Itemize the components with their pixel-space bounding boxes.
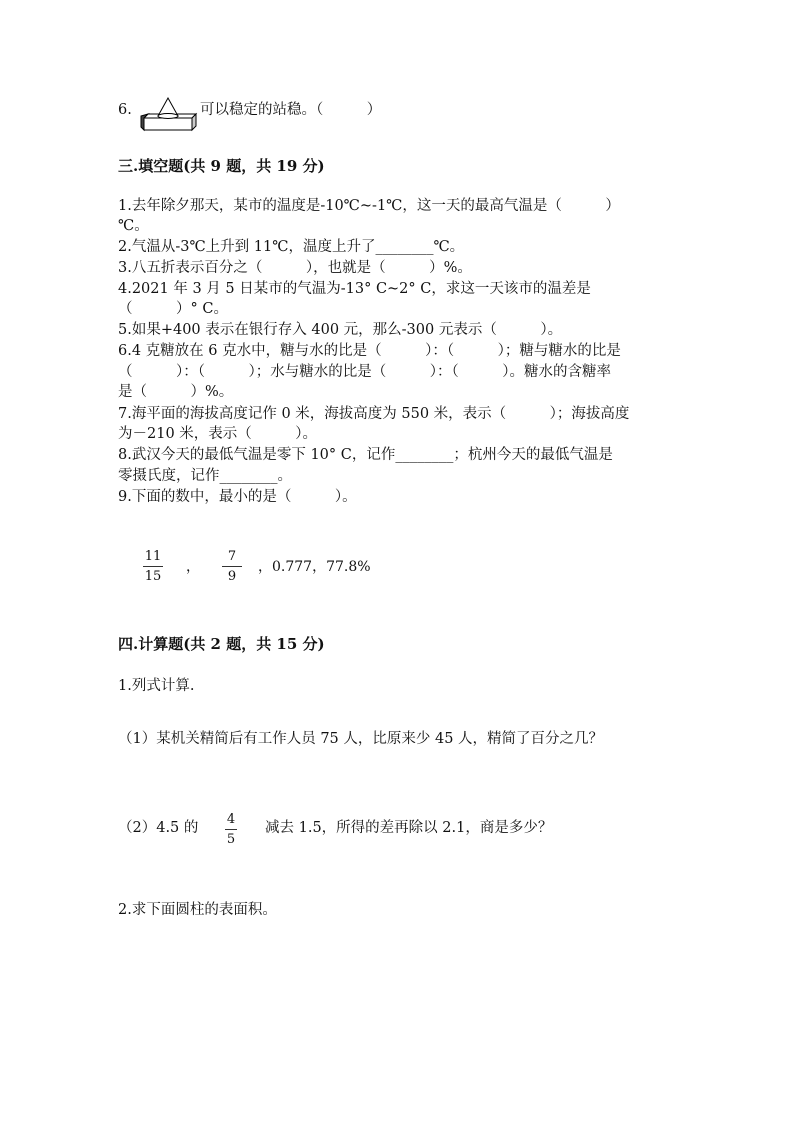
s3-line-10: 是（ ）%。 [118, 384, 234, 400]
s4-q1b-suffix: 减去 1.5，所得的差再除以 2.1，商是多少？ [265, 820, 553, 836]
s3-line-5: 4.2021 年 3 月 5 日某市的气温为-13° C~2° C，求这一天该市的温差是 [118, 281, 591, 297]
cone-on-box-figure [140, 96, 198, 134]
fraction-11-15 [143, 549, 163, 584]
fraction-denominator: 9 [227, 569, 237, 584]
s3-line-6: （ ）° C。 [118, 301, 228, 317]
s3-line-2: ℃。 [118, 218, 149, 234]
options-rest: ，0.777，77.8% [258, 559, 371, 575]
s3-line-4: 3.八五折表示百分之（ ），也就是（ ）%。 [118, 260, 472, 276]
s3-line-13: 8.武汉今天的最低气温是零下 10° C，记作________；杭州今天的最低气温是 [118, 447, 613, 463]
fraction-bar [143, 566, 163, 567]
s3-line-3: 2.气温从-3℃上升到 11℃，温度上升了________℃。 [118, 239, 465, 255]
fraction-denominator: 5 [226, 832, 236, 847]
s3-line-8: 6.4 克糖放在 6 克水中，糖与水的比是（ ）：（ ）；糖与糖水的比是 [118, 343, 621, 359]
s3-line-1: 1.去年除夕那天，某市的温度是-10℃~-1℃，这一天的最高气温是（ ） [118, 198, 620, 214]
s4-q2: 2.求下面圆柱的表面积。 [118, 902, 277, 918]
s3-line-12: 为－210 米，表示（ ）。 [118, 426, 318, 442]
s4-q1b-prefix: （2）4.5 的 [118, 820, 199, 836]
s4-q1: 1.列式计算. [118, 678, 195, 694]
fraction-bar [225, 829, 237, 830]
s3-line-9: （ ）：（ ）；水与糖水的比是（ ）：（ ）。糖水的含糖率 [118, 364, 611, 380]
question-6-number: 6. [118, 102, 132, 118]
s3-line-14: 零摄氏度，记作________。 [118, 468, 292, 484]
question-6-text: 可以稳定的站稳。（ ） [200, 102, 382, 118]
section-4-title: 四.计算题(共 2 题，共 15 分) [118, 635, 325, 653]
fraction-bar [222, 566, 242, 567]
s3-line-11: 7.海平面的海拔高度记作 0 米，海拔高度为 550 米，表示（ ）；海拔高度 [118, 406, 630, 422]
fraction-denominator: 15 [144, 569, 162, 584]
fraction-numerator: 4 [226, 812, 236, 827]
fraction-numerator: 11 [144, 549, 162, 564]
s3-line-7: 5.如果+400 表示在银行存入 400 元，那么-300 元表示（ ）。 [118, 322, 563, 338]
fraction-4-5 [225, 812, 237, 847]
option-separator: ， [186, 559, 200, 575]
s4-q1a: （1）某机关精简后有工作人员 75 人，比原来少 45 人，精简了百分之几？ [118, 731, 604, 747]
fraction-numerator: 7 [227, 549, 237, 564]
section-3-title: 三.填空题(共 9 题，共 19 分) [118, 157, 325, 175]
s3-line-15: 9.下面的数中，最小的是（ ）。 [118, 489, 357, 505]
fraction-7-9 [222, 549, 242, 584]
